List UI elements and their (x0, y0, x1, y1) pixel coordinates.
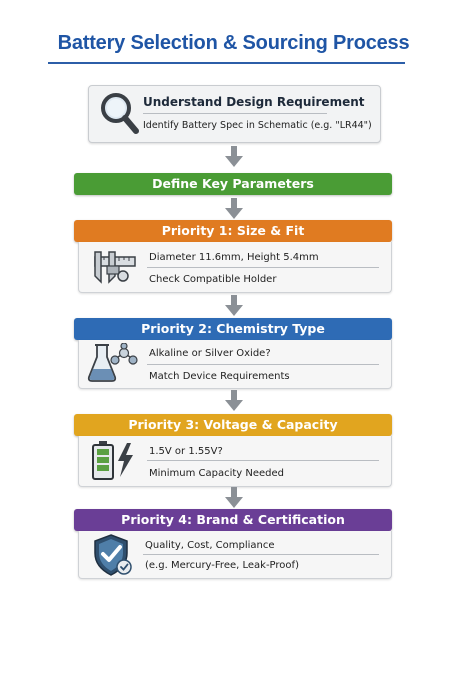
priority-4-line-2: (e.g. Mercury-Free, Leak-Proof) (145, 560, 299, 571)
flow-arrow-5 (225, 487, 243, 509)
priority-1-divider (147, 267, 379, 268)
magnifier-icon (99, 91, 141, 137)
priority-1-line-2: Check Compatible Holder (149, 274, 277, 285)
understand-divider (143, 113, 327, 114)
battery-bolt-icon (91, 439, 137, 481)
understand-detail: Identify Battery Spec in Schematic (e.g. "LR44") (143, 120, 372, 131)
shield-check-icon (91, 533, 135, 577)
priority-3-line-1: 1.5V or 1.55V? (149, 446, 223, 457)
priority-3-divider (147, 460, 379, 461)
priority-2-line-1: Alkaline or Silver Oxide? (149, 348, 271, 359)
priority-1-line-1: Diameter 11.6mm, Height 5.4mm (149, 252, 319, 263)
priority-1-band: Priority 1: Size & Fit (74, 220, 392, 242)
understand-requirement-box (88, 85, 381, 143)
priority-2-band: Priority 2: Chemistry Type (74, 318, 392, 340)
priority-3-band: Priority 3: Voltage & Capacity (74, 414, 392, 436)
priority-4-line-1: Quality, Cost, Compliance (145, 540, 275, 551)
flow-arrow-1 (225, 146, 243, 168)
title-underline (48, 62, 405, 64)
page-title: Battery Selection & Sourcing Process (57, 32, 410, 54)
flask-molecule-icon (87, 343, 139, 385)
flow-arrow-3 (225, 295, 243, 317)
priority-4-panel (78, 531, 392, 579)
caliper-icon (89, 248, 137, 286)
priority-1-panel (78, 242, 392, 293)
understand-heading: Understand Design Requirement (143, 95, 365, 109)
priority-4-band: Priority 4: Brand & Certification (74, 509, 392, 531)
flow-arrow-4 (225, 390, 243, 412)
define-parameters-band: Define Key Parameters (74, 173, 392, 195)
priority-3-line-2: Minimum Capacity Needed (149, 468, 285, 479)
priority-2-divider (147, 364, 379, 365)
priority-2-line-2: Match Device Requirements (149, 371, 290, 382)
priority-4-divider (143, 554, 379, 555)
flow-arrow-2 (225, 198, 243, 220)
priority-2-panel (78, 340, 392, 389)
priority-3-panel (78, 436, 392, 487)
